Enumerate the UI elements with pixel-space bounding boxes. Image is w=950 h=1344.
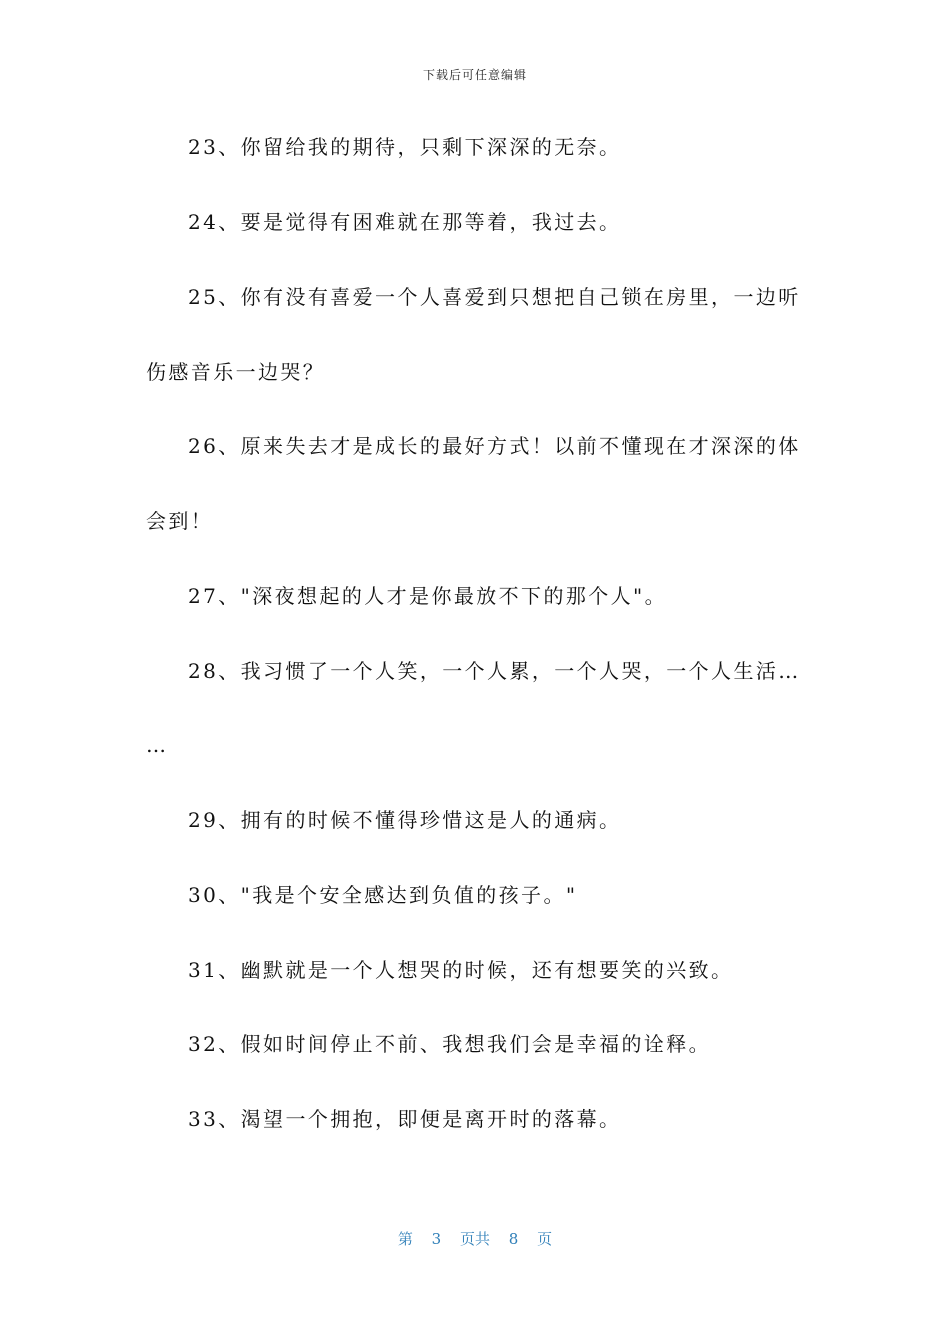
footer-suffix: 页 bbox=[537, 1230, 553, 1248]
paragraph-line: 27、"深夜想起的人才是你最放不下的那个人"。 bbox=[188, 584, 668, 608]
page-header: 下载后可任意编辑 bbox=[422, 68, 527, 82]
paragraph-line: 26、原来失去才是成长的最好方式！以前不懂现在才深深的体 bbox=[188, 434, 801, 458]
paragraph-line: 32、假如时间停止不前、我想我们会是幸福的诠释。 bbox=[188, 1032, 712, 1056]
paragraph-line: 伤感音乐一边哭？ bbox=[146, 360, 326, 384]
paragraph-line: 30、"我是个安全感达到负值的孩子。" bbox=[188, 883, 578, 907]
paragraph-line: 33、渴望一个拥抱，即便是离开时的落幕。 bbox=[188, 1107, 622, 1131]
footer-middle: 页共 bbox=[459, 1230, 490, 1248]
paragraph-line: … bbox=[146, 733, 169, 757]
page-footer bbox=[0, 1228, 950, 1249]
paragraph-line: 29、拥有的时候不懂得珍惜这是人的通病。 bbox=[188, 808, 622, 832]
paragraph-line: 31、幽默就是一个人想哭的时候，还有想要笑的兴致。 bbox=[188, 958, 734, 982]
paragraph-line: 28、我习惯了一个人笑，一个人累，一个人哭，一个人生活… bbox=[188, 659, 801, 683]
current-page-number: 3 bbox=[431, 1230, 442, 1248]
paragraph-line: 23、你留给我的期待，只剩下深深的无奈。 bbox=[188, 135, 622, 159]
paragraph-line: 会到！ bbox=[146, 509, 214, 533]
footer-prefix: 第 bbox=[397, 1230, 413, 1248]
paragraph-line: 24、要是觉得有困难就在那等着，我过去。 bbox=[188, 210, 622, 234]
paragraph-line: 25、你有没有喜爱一个人喜爱到只想把自己锁在房里，一边听 bbox=[188, 285, 801, 309]
total-pages-number: 8 bbox=[508, 1230, 519, 1248]
